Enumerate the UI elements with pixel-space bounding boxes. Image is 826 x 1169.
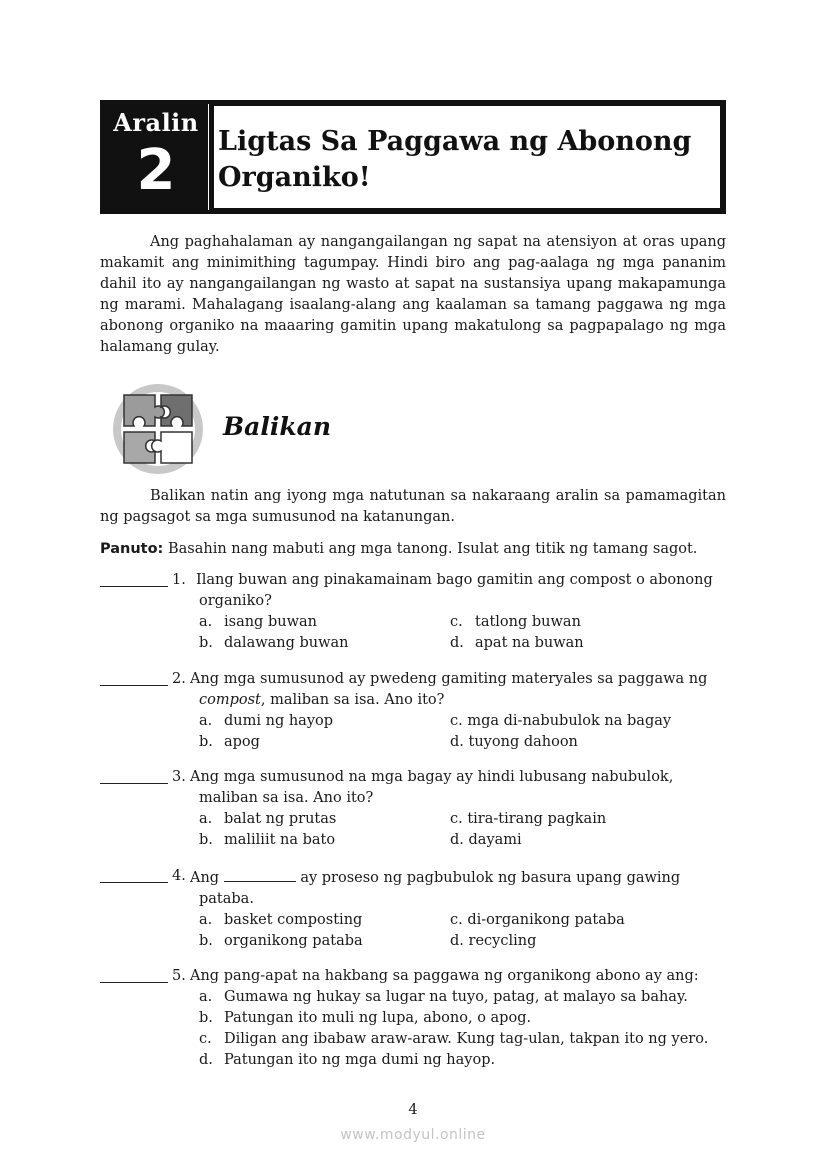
question-text-cont: maliban sa isa. Ano ito?: [199, 790, 374, 806]
choice-c: c. Diligan ang ibabaw araw-araw. Kung tag-ulan, takpan ito ng yero.: [199, 1031, 709, 1047]
lesson-title-line1: Ligtas Sa Paggawa ng Abonong: [218, 126, 692, 157]
question-1: [100, 570, 726, 654]
fill-in-blank[interactable]: [224, 866, 296, 882]
question-text: Ang ay proseso ng pagbubulok ng basura upang gawing: [190, 866, 726, 889]
choice-a: a. balat ng prutas: [199, 811, 337, 827]
choice-a: a. basket composting: [199, 912, 363, 928]
lesson-title-panel: [212, 104, 722, 210]
intro-paragraph: Ang paghahalaman ay nangangailangan ng sapat na atensiyon at oras upang makamit ang minimithing tagumpay. Hindi biro ang pag-aalaga ng mga pananim dahil ito ay nangangailangan ng wasto at sapat na sustansiya upang makapamunga ng marami. Mahalagang isaalang-alang ang kaalaman sa tamang paggawa ng mga abonong organiko na maaaring gamitin upang makatulong sa pagpapalago ng mga halamang gulay.: [100, 234, 726, 355]
choice-d: d. apat na buwan: [450, 635, 584, 651]
question-text-cont: compost, maliban sa isa. Ano ito?: [199, 692, 445, 708]
lesson-label: Aralin: [113, 108, 199, 137]
answer-blank[interactable]: [100, 966, 168, 983]
lesson-tag: [104, 104, 209, 210]
question-text-cont: organiko?: [199, 593, 272, 609]
choice-d: d. dayami: [450, 832, 522, 848]
question-3: [100, 767, 726, 851]
question-text: Ang pang-apat na hakbang sa paggawa ng organikong abono ay ang:: [190, 968, 699, 984]
puzzle-icon: [112, 383, 204, 475]
question-text-cont: pataba.: [199, 891, 254, 907]
answer-blank[interactable]: [100, 767, 168, 784]
choices: [100, 711, 726, 753]
question-text: Ang mga sumusunod ay pwedeng gamiting materyales sa paggawa ng: [190, 671, 708, 687]
lesson-number: 2: [136, 138, 176, 203]
choice-c: c. mga di-nabubulok na bagay: [450, 713, 672, 729]
question-number: 4.: [172, 868, 186, 884]
choices: [100, 612, 726, 654]
choice-d: d. tuyong dahoon: [450, 734, 578, 750]
directions: [100, 539, 726, 560]
choice-c: c. tira-tirang pagkain: [450, 811, 607, 827]
directions-label: Panuto:: [100, 541, 164, 557]
choices: [100, 910, 726, 952]
question-number: 1.: [172, 572, 186, 588]
question-4: [100, 866, 726, 952]
choice-c: c. di-organikong pataba: [450, 912, 625, 928]
choice-c: c. tatlong buwan: [450, 614, 581, 630]
section-title: Balikan: [223, 412, 332, 441]
question-5: [100, 966, 726, 1071]
answer-blank[interactable]: [100, 866, 168, 883]
choices: [100, 987, 726, 1071]
directions-text: Basahin nang mabuti ang mga tanong. Isulat ang titik ng tamang sagot.: [163, 541, 698, 557]
lesson-title-line2: Organiko!: [218, 162, 371, 193]
choice-a: a. dumi ng hayop: [199, 713, 334, 729]
choice-b: b. maliliit na bato: [199, 832, 336, 848]
choice-a: a. Gumawa ng hukay sa lugar na tuyo, patag, at malayo sa bahay.: [199, 989, 688, 1005]
answer-blank[interactable]: [100, 570, 168, 587]
question-number: 3.: [172, 769, 186, 785]
choice-b: b. dalawang buwan: [199, 635, 349, 651]
lesson-header: [100, 100, 726, 214]
choice-b: b. apog: [199, 734, 260, 750]
choice-a: a. isang buwan: [199, 614, 317, 630]
question-number: 2.: [172, 671, 186, 687]
choice-d: d. recycling: [450, 933, 537, 949]
choice-b: b. organikong pataba: [199, 933, 363, 949]
italic-term: compost: [199, 692, 261, 708]
answer-blank[interactable]: [100, 669, 168, 686]
recall-paragraph: Balikan natin ang iyong mga natutunan sa nakaraang aralin sa pamamagitan ng pagsagot sa mga sumusunod na katanungan.: [100, 488, 726, 525]
question-text: Ang mga sumusunod na mga bagay ay hindi lubusang nabubulok,: [190, 769, 674, 785]
question-text: Ilang buwan ang pinakamainam bago gamitin ang compost o abonong: [196, 572, 713, 588]
watermark: www.modyul.online: [340, 1127, 486, 1143]
question-2: [100, 669, 726, 753]
choice-d: d. Patungan ito ng mga dumi ng hayop.: [199, 1052, 496, 1068]
choices: [100, 809, 726, 851]
choice-b: b. Patungan ito muli ng lupa, abono, o apog.: [199, 1010, 532, 1026]
page-number: 4: [408, 1102, 418, 1118]
question-number: 5.: [172, 968, 186, 984]
